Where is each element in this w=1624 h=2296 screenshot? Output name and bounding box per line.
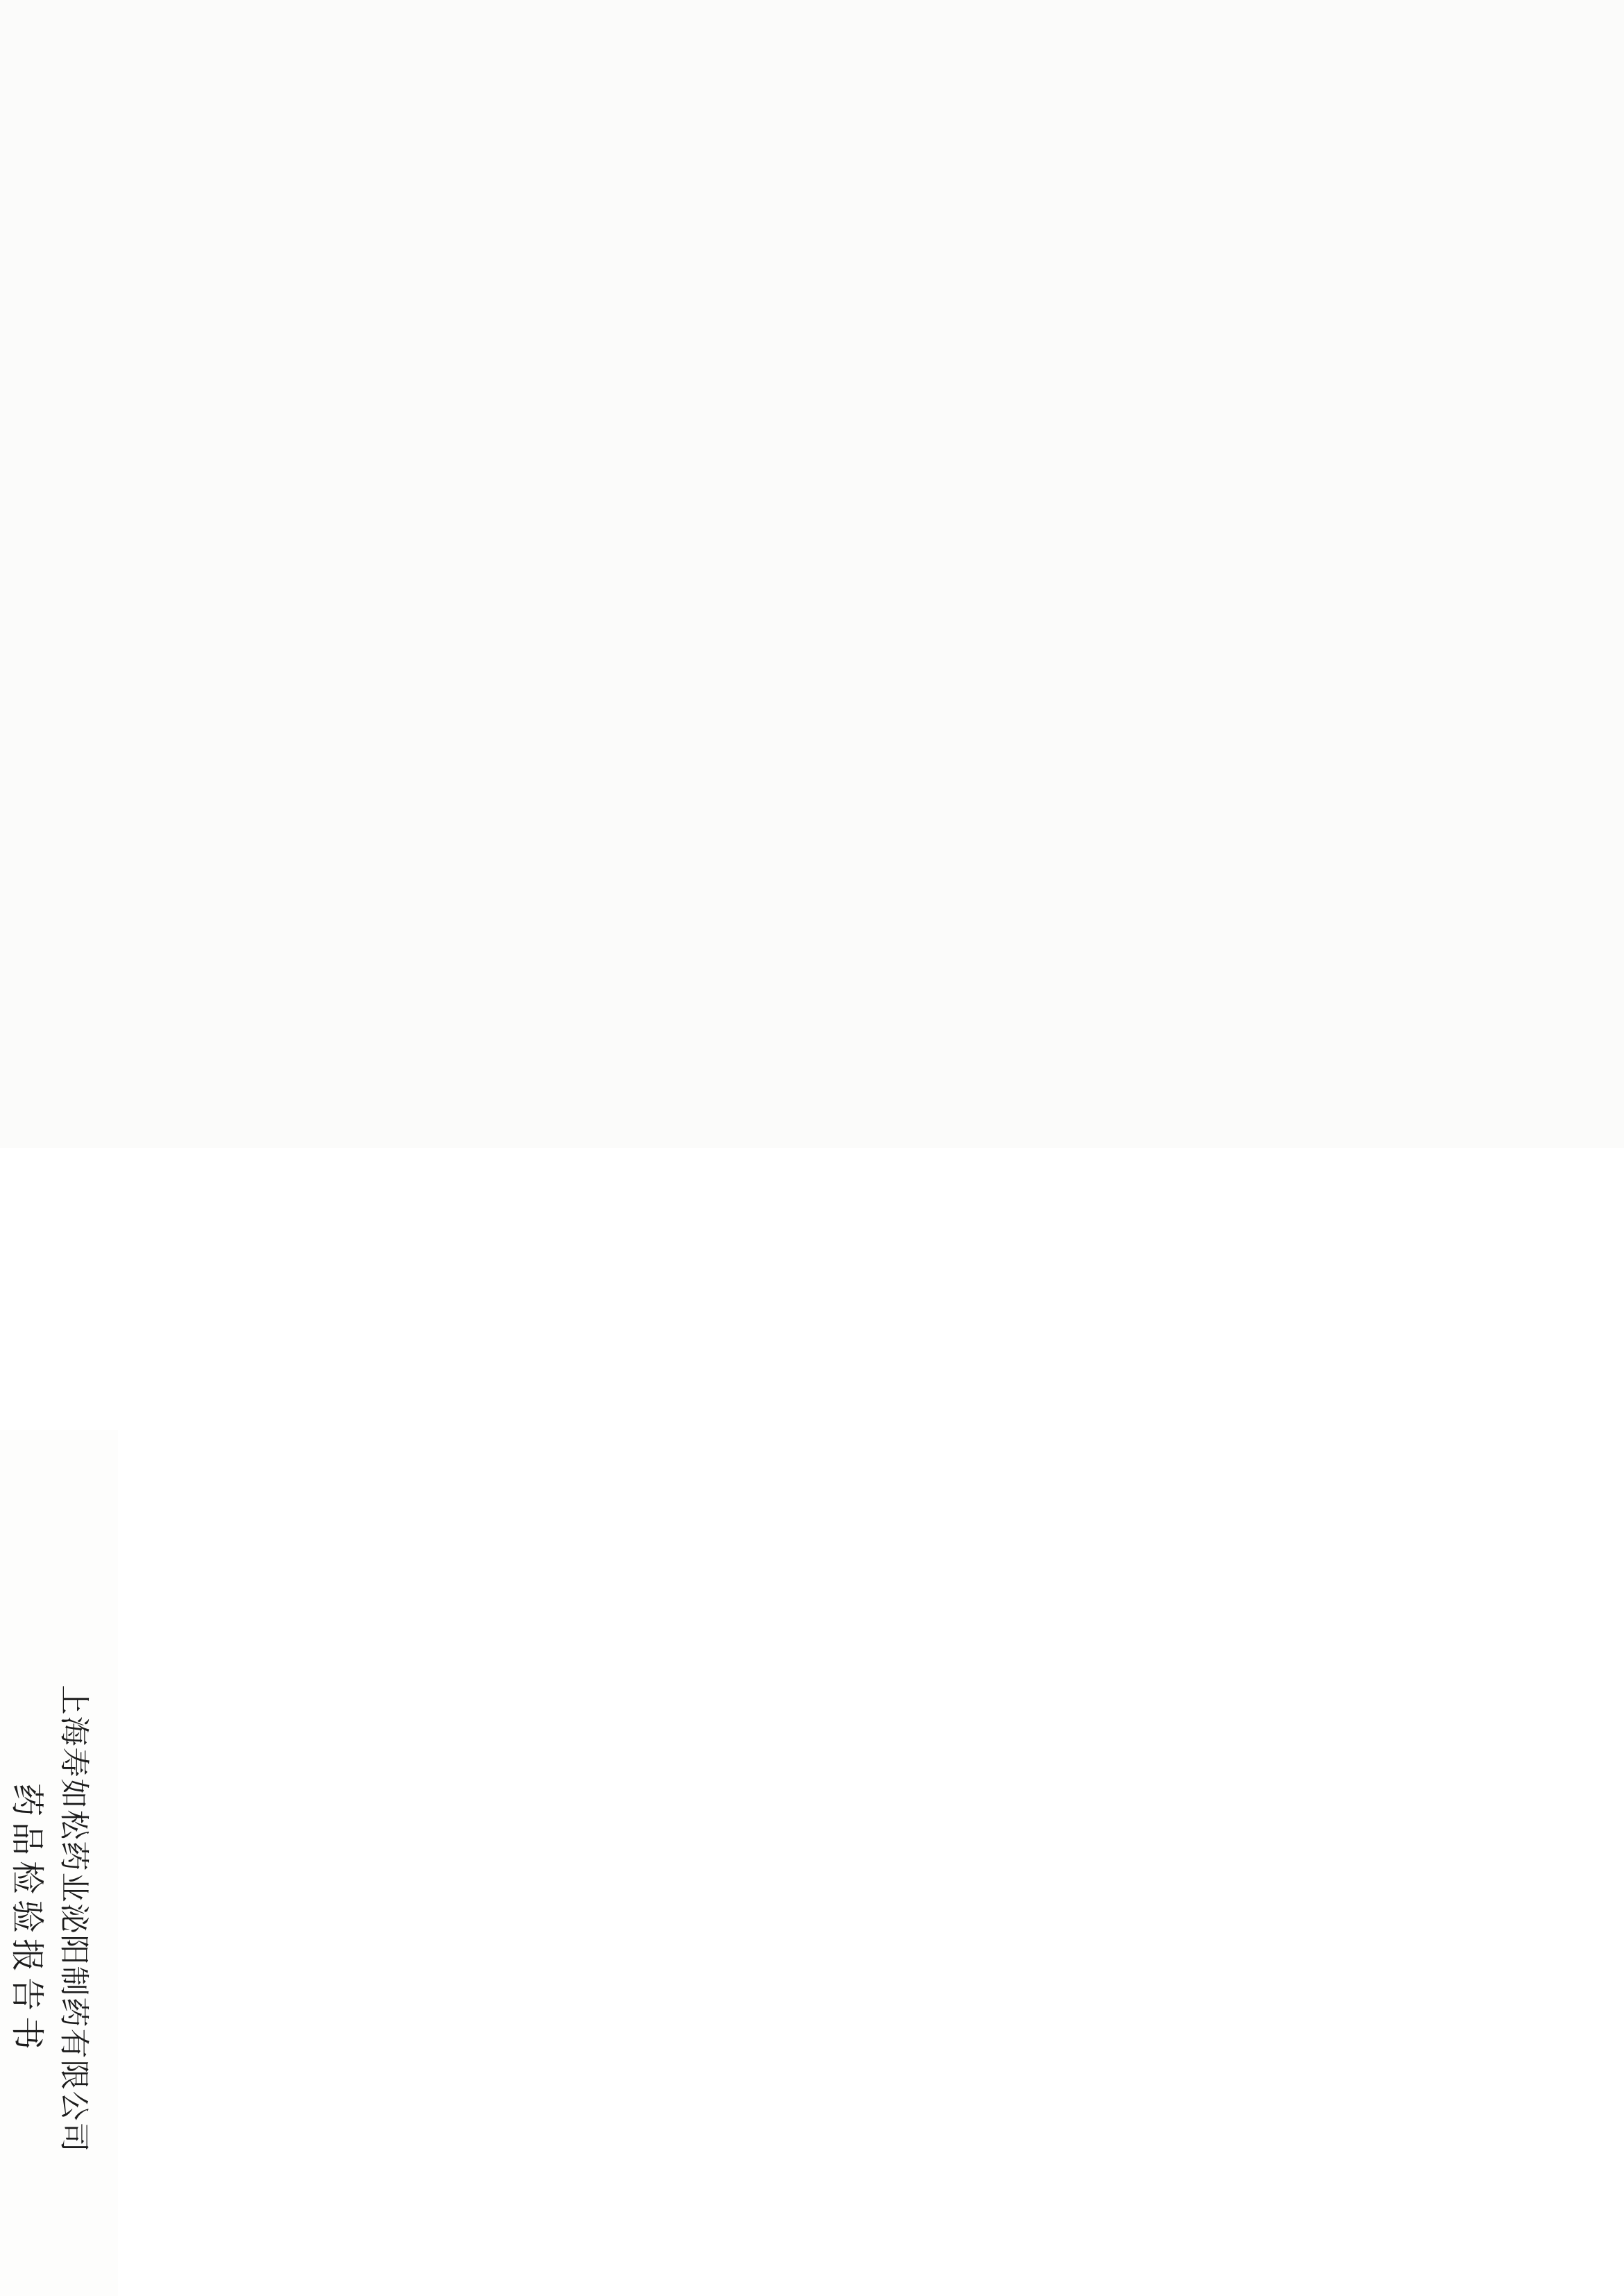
company-name: 上海寿如松药业泌阳制药有限公司 [56,1685,91,2154]
report-sheet [0,1430,118,2296]
document-title: 药品检验报告书 [8,1782,46,2055]
